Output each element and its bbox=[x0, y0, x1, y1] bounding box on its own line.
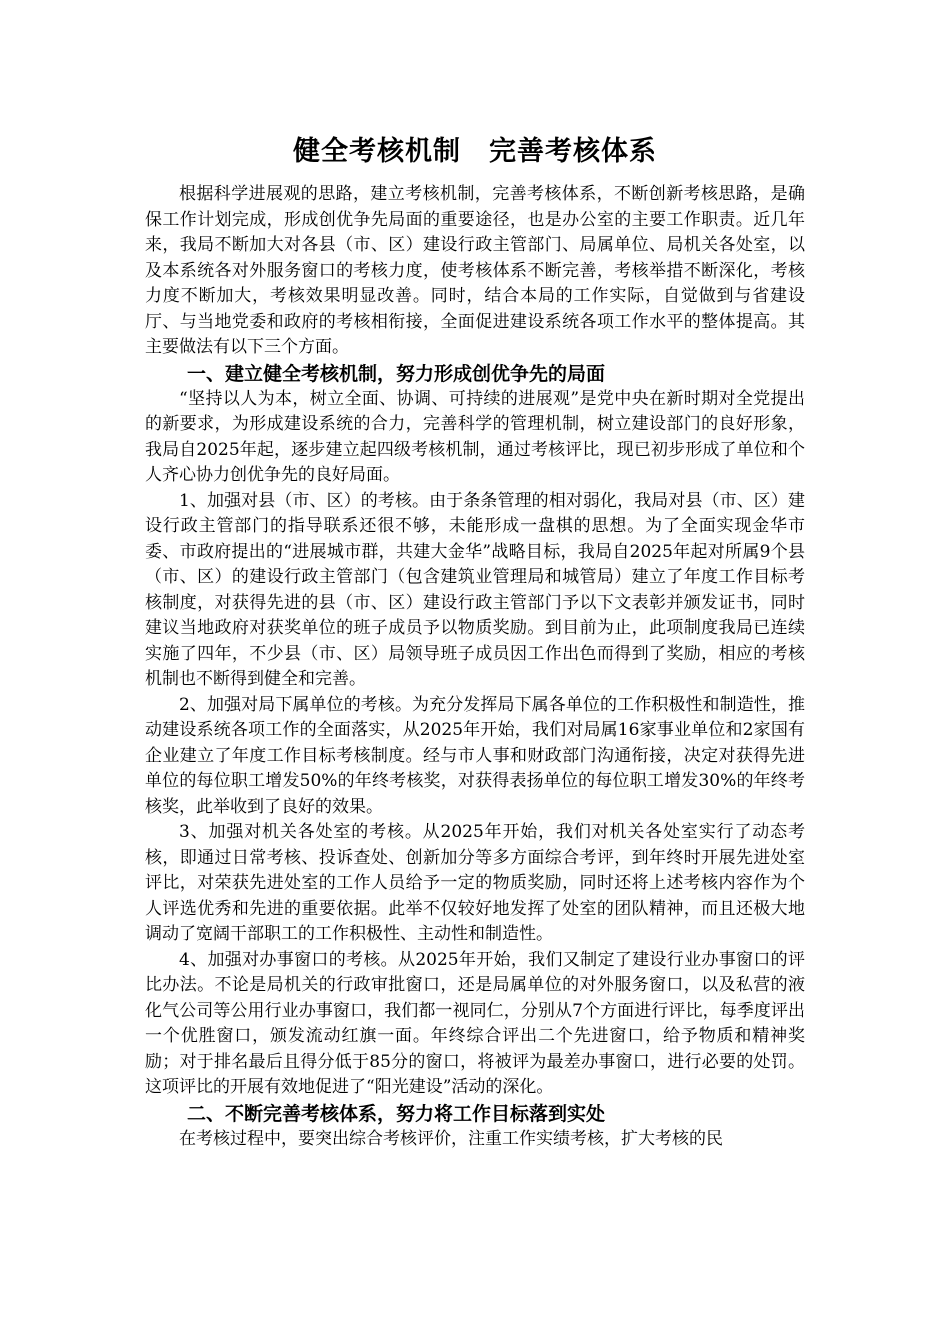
document-title: 健全考核机制 完善考核体系 bbox=[293, 136, 657, 167]
item-4-paragraph: 4、加强对办事窗口的考核。从2025年开始，我们又制定了建设行业办事窗口的评比办法。不论是局机关的行政审批窗口，还是局属单位的对外服务窗口，以及私营的液化气公司等公用行业办事窗口，我们都一视同仁，分别从7个方面进行评比，每季度评出一个优胜窗口，颁发流动红旗一面。年终综合评出二个先进窗口，给予物质和精神奖励；对于排名最后且得分低于85分的窗口，将被评为最差办事窗口，进行必要的处罚。这项评比的开展有效地促进了“阳光建设”活动的深化。 bbox=[145, 949, 805, 1097]
item-1-paragraph: 1、加强对县（市、区）的考核。由于条条管理的相对弱化，我局对县（市、区）建设行政主管部门的指导联系还很不够，未能形成一盘棋的思想。为了全面实现金华市委、市政府提出的“进展城市群，共建大金华”战略目标，我局自2025年起对所属9个县（市、区）的建设行政主管部门（包含建筑业管理局和城管局）建立了年度工作目标考核制度，对获得先进的县（市、区）建设行政主管部门予以下文表彰并颁发证书，同时建议当地政府对获奖单位的班子成员予以物质奖励。到目前为止，此项制度我局已连续实施了四年，不少县（市、区）局领导班子成员因工作出色而得到了奖励，相应的考核机制也不断得到健全和完善。 bbox=[145, 490, 805, 689]
section-1-heading: 一、建立健全考核机制，努力形成创优争先的局面 bbox=[187, 362, 606, 385]
intro-paragraph: 根据科学进展观的思路，建立考核机制，完善考核体系，不断创新考核思路，是确保工作计划完成，形成创优争先局面的重要途径，也是办公室的主要工作职责。近几年来，我局不断加大对各县（市、区）建设行政主管部门、局属单位、局机关各处室，以及本系统各对外服务窗口的考核力度，使考核体系不断完善，考核举措不断深化，考核力度不断加大，考核效果明显改善。同时，结合本局的工作实际，自觉做到与省建设厅、与当地党委和政府的考核相衔接，全面促进建设系统各项工作水平的整体提高。其主要做法有以下三个方面。 bbox=[145, 184, 805, 357]
item-2-paragraph: 2、加强对局下属单位的考核。为充分发挥局下属各单位的工作积极性和制造性，推动建设系统各项工作的全面落实，从2025年开始，我们对局属16家事业单位和2家国有企业建立了年度工作目标考核制度。经与市人事和财政部门沟通衔接，决定对获得先进单位的每位职工增发50%的年终考核奖，对获得表扬单位的每位职工增发30%的年终考核奖，此举收到了良好的效果。 bbox=[145, 694, 805, 817]
section-1-intro-paragraph: “坚持以人为本，树立全面、协调、可持续的进展观”是党中央在新时期对全党提出的新要求，为形成建设系统的合力，完善科学的管理机制，树立建设部门的良好形象，我局自2025年起，逐步建立起四级考核机制，通过考核评比，现已初步形成了单位和个人齐心协力创优争先的良好局面。 bbox=[145, 388, 805, 485]
section-2-heading: 二、不断完善考核体系，努力将工作目标落到实处 bbox=[187, 1102, 606, 1125]
item-3-paragraph: 3、加强对机关各处室的考核。从2025年开始，我们对机关各处室实行了动态考核，即通过日常考核、投诉查处、创新加分等多方面综合考评，到年终时开展先进处室评比，对荣获先进处室的工作人员给予一定的物质奖励，同时还将上述考核内容作为个人评选优秀和先进的重要依据。此举不仅较好地发挥了处室的团队精神，而且还极大地调动了宽阔干部职工的工作积极性、主动性和制造性。 bbox=[145, 822, 805, 944]
section-2-intro-paragraph: 在考核过程中，要突出综合考核评价，注重工作实绩考核，扩大考核的民 bbox=[179, 1128, 723, 1149]
document-page bbox=[145, 128, 805, 1152]
